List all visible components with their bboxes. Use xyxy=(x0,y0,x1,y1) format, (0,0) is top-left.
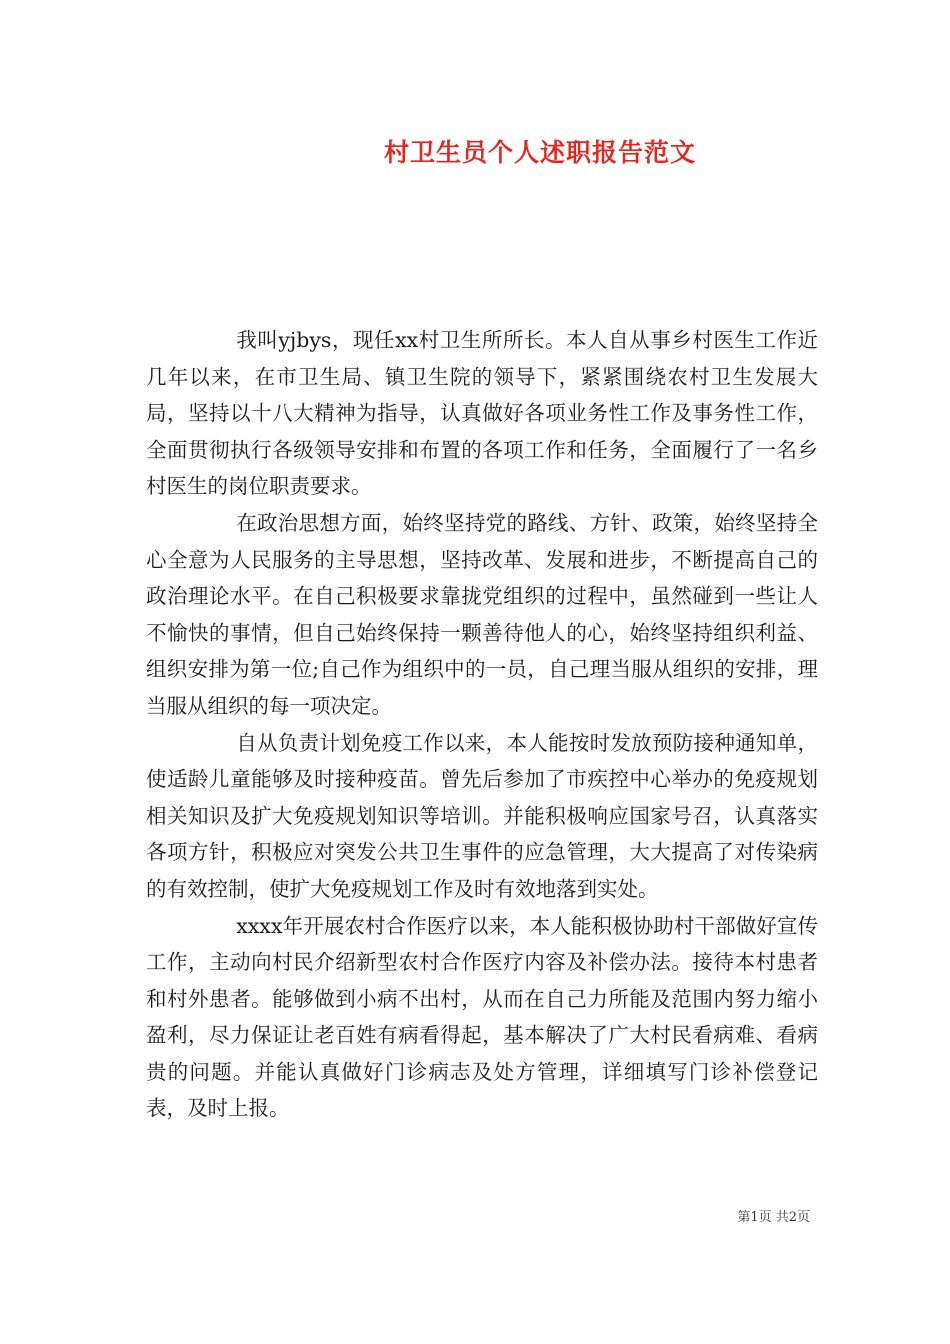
page-number: 第1页 共2页 xyxy=(737,1210,810,1225)
document-body xyxy=(146,322,818,1127)
paragraph-cooperative-medical: xxxx年开展农村合作医疗以来，本人能积极协助村干部做好宣传工作，主动向村民介绍新型农村合作医疗内容及补偿办法。接待本村患者和村外患者。能够做到小病不出村，从而在自己力所能及范围内努力缩小盈利，尽力保证让老百姓有病看得起，基本解决了广大村民看病难、看病贵的问题。并能认真做好门诊病志及处方管理，详细填写门诊补偿登记表，及时上报。 xyxy=(146,913,818,1121)
paragraph-intro: 我叫yjbys，现任xx村卫生所所长。本人自从事乡村医生工作近几年以来，在市卫生局、镇卫生院的领导下，紧紧围绕农村卫生发展大局，坚持以十八大精神为指导，认真做好各项业务性工作及事务性工作，全面贯彻执行各级领导安排和布置的各项工作和任务，全面履行了一名乡村医生的岗位职责要求。 xyxy=(146,328,818,499)
page-title: 村卫生员个人述职报告范文 xyxy=(383,138,696,167)
paragraph-political: 在政治思想方面，始终坚持党的路线、方针、政策，始终坚持全心全意为人民服务的主导思想，坚持改革、发展和进步，不断提高自己的政治理论水平。在自己积极要求靠拢党组织的过程中，虽然碰到一些让人不愉快的事情，但自己始终保持一颗善待他人的心，始终坚持组织利益、组织安排为第一位;自己作为组织中的一员，自己理当服从组织的安排，理当服从组织的每一项决定。 xyxy=(146,510,818,718)
paragraph-immunization: 自从负责计划免疫工作以来，本人能按时发放预防接种通知单，使适龄儿童能够及时接种疫苗。曾先后参加了市疾控中心举办的免疫规划相关知识及扩大免疫规划知识等培训。并能积极响应国家号召，认真落实各项方针，积极应对突发公共卫生事件的应急管理，大大提高了对传染病的有效控制，使扩大免疫规划工作及时有效地落到实处。 xyxy=(146,730,818,901)
